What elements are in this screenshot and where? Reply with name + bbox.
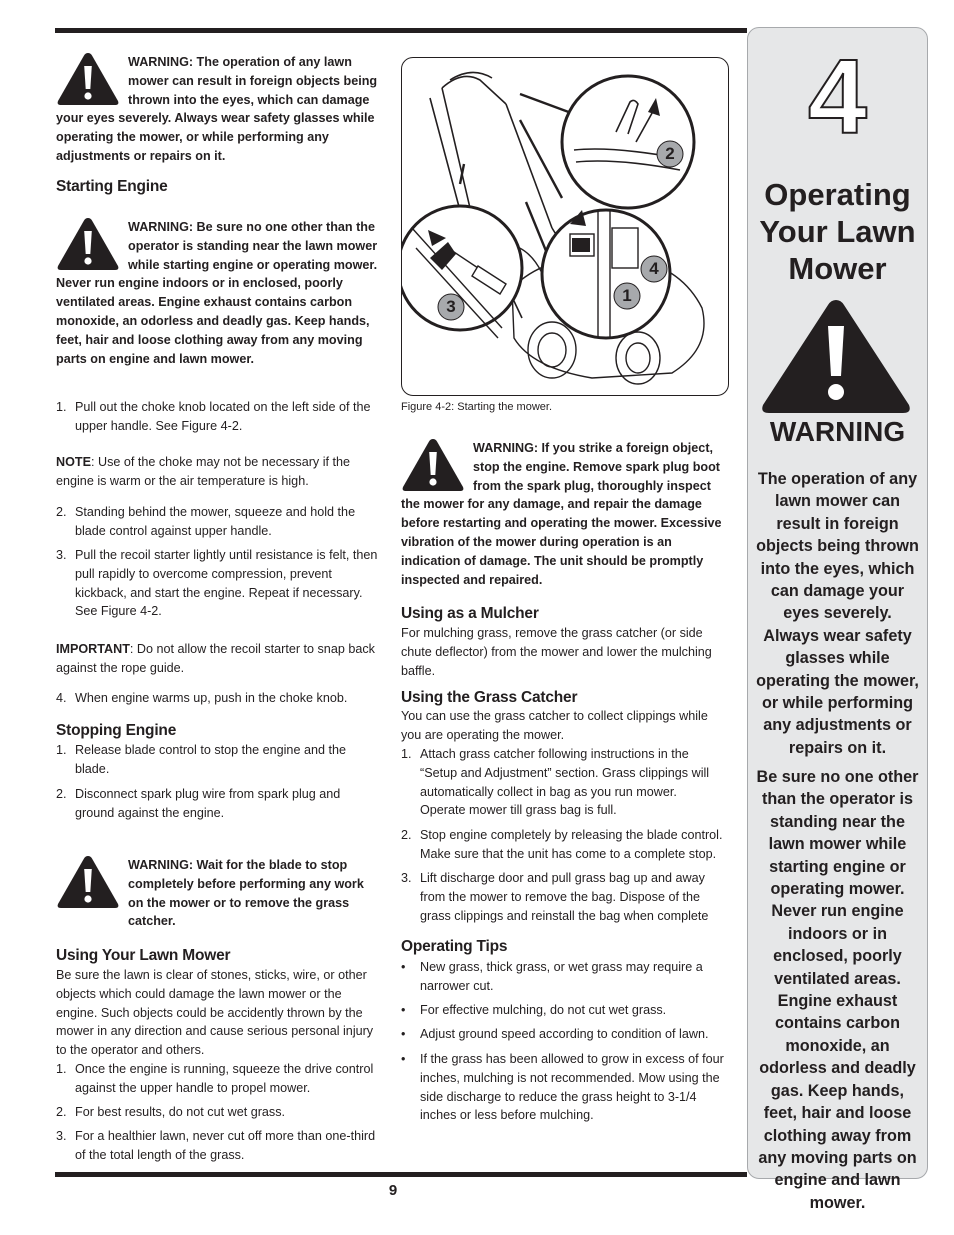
heading-operating-tips: Operating Tips	[401, 938, 508, 955]
sidebar-warning-text-2: Be sure no one other than the operator is standing near the lawn mower while starting engine or operating mower. Never run engine indoors or in enclosed, poorly ventilated areas. Engine exhaust contains carbon monoxide, an odorless and deadly gas. Keep hands, feet, hair and loose clothing away from any moving parts on engine and lawn mower.	[756, 768, 919, 1212]
chapter-sidebar	[747, 27, 928, 1212]
sidebar-warning-text-1: The operation of any lawn mower can result in foreign objects being thrown into the eyes, which can damage your eyes severely. Always wear safety glasses while operating the mower, or while performing any adjustments or repairs on it.	[756, 470, 919, 757]
chapter-title: Operating Your Lawn Mower	[759, 177, 916, 286]
warning-text-2: WARNING: Be sure no one other than the operator is standing near the lawn mower while starting engine or operating mower. Never run engine indoors or in enclosed, poorly ventilated areas. Engine exhaust contains carbon monoxide, an odorless and deadly gas. Keep hands, feet, hair and loose clothing away from any moving parts on engine and lawn mower.	[56, 220, 378, 366]
warning-text-3: WARNING: Wait for the blade to stop completely before performing any work on the mower or to remove the grass catcher.	[128, 858, 364, 929]
callout-3: 3	[446, 297, 456, 316]
callout-4: 4	[649, 259, 659, 278]
sidebar-warning-label: WARNING	[769, 416, 906, 447]
warning-triangle-icon	[759, 296, 913, 416]
callout-1: 1	[622, 286, 632, 305]
top-rule	[55, 28, 747, 33]
heading-using-the-grass-catcher: Using the Grass Catcher	[401, 689, 578, 706]
mulcher-text: For mulching grass, remove the grass catcher (or side chute deflector) from the mower and lower the mulching baffle.	[401, 626, 712, 678]
heading-using-your-lawn-mower: Using Your Lawn Mower	[56, 947, 231, 964]
heading-using-as-a-mulcher: Using as a Mulcher	[401, 605, 539, 622]
warning-text-4: WARNING: If you strike a foreign object, stop the engine. Remove spark plug boot from the spark plug, thoroughly inspect the mower for any damage, and repair the damage before restarting and operating the mower. Excessive vibration of the mower during operation is an indication of damage. The unit should be promptly inspected and repaired.	[401, 441, 722, 587]
figure-caption: Figure 4-2: Starting the mower.	[401, 401, 553, 413]
using-intro: Be sure the lawn is clear of stones, sticks, wire, or other objects which could damage the lawn mower or the engine. Such objects could be accidently thrown by the mower in any direction and cause serious personal injury to the operator and others.	[56, 968, 374, 1058]
warning-triangle-icon	[56, 854, 120, 910]
callout-2: 2	[665, 144, 675, 163]
chapter-number: 4	[808, 38, 867, 156]
catcher-intro: You can use the grass catcher to collect clippings while you are operating the mower.	[401, 709, 708, 742]
figure-frame	[401, 57, 729, 396]
bottom-rule	[55, 1172, 747, 1177]
warning-text-1: WARNING: The operation of any lawn mower can result in foreign objects being thrown into the eyes, which can damage your eyes severely. Always wear safety glasses while operating the mower, or while performing any adjustments or repairs on it.	[56, 55, 378, 163]
heading-starting-engine: Starting Engine	[56, 178, 168, 195]
note-paragraph: NOTE: Use of the choke may not be necessary if the engine is warm or the air temperature is high.	[56, 455, 350, 488]
important-paragraph: IMPORTANT: Do not allow the recoil starter to snap back against the rope guide.	[56, 642, 375, 675]
page-number: 9	[388, 1182, 398, 1199]
heading-stopping-engine: Stopping Engine	[56, 722, 177, 739]
mower-illustration	[402, 58, 728, 395]
